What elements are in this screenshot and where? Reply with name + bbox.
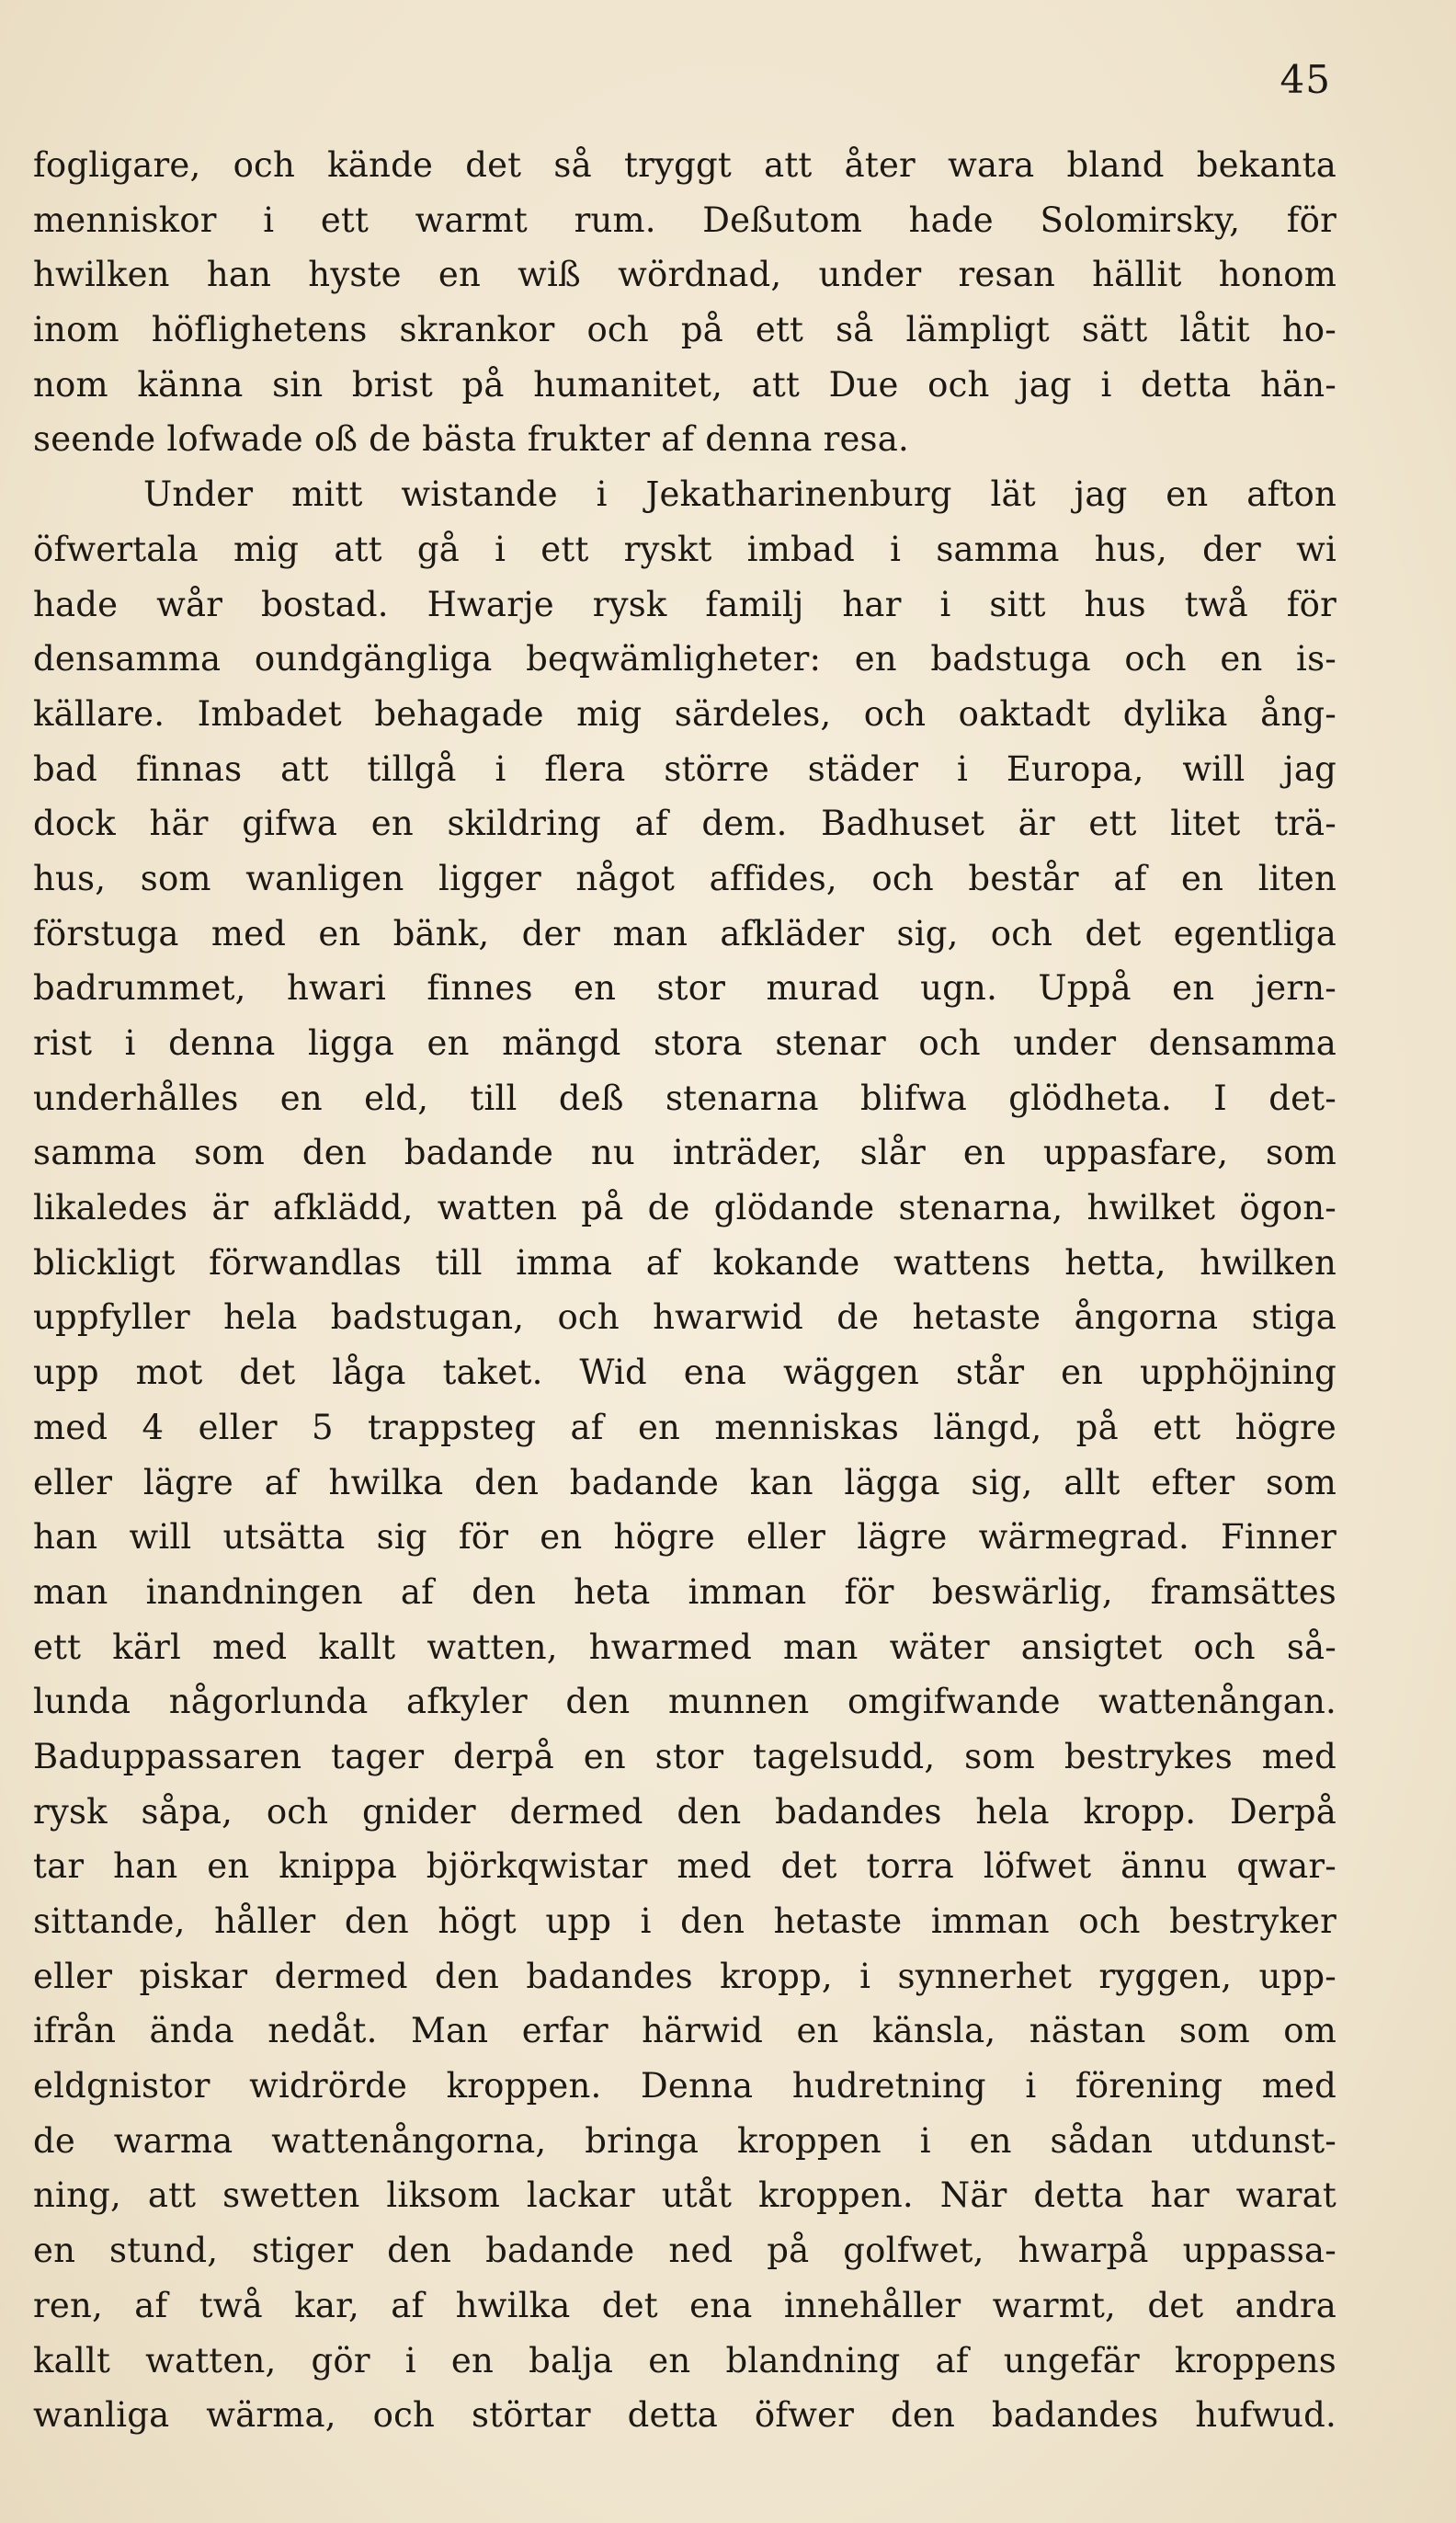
- text-line: blickligt förwandlas till imma af kokande wattens hetta, hwilken: [33, 1242, 1337, 1283]
- text-line: han will utsätta sig för en högre eller lägre wärmegrad. Finner: [33, 1517, 1337, 1558]
- text-line: lunda någorlunda afkyler den munnen omgifwande wattenångan.: [33, 1682, 1337, 1722]
- text-line: rist i denna ligga en mängd stora stenar och under densamma: [33, 1023, 1337, 1063]
- text-line: ning, att swetten liksom lackar utåt kroppen. När detta har warat: [33, 2175, 1337, 2216]
- text-line: källare. Imbadet behagade mig särdeles, och oaktadt dylika ång-: [33, 693, 1337, 734]
- text-line: wanliga wärma, och störtar detta öfwer den badandes hufwud.: [33, 2395, 1337, 2436]
- text-line: tar han en knippa björkqwistar med det torra löfwet ännu qwar-: [33, 1846, 1337, 1887]
- text-line: densamma oundgängliga beqwämligheter: en badstuga och en is-: [33, 639, 1337, 679]
- text-line: badrummet, hwari finnes en stor murad ugn. Uppå en jern-: [33, 968, 1337, 1009]
- text-line: dock här gifwa en skildring af dem. Badhuset är ett litet trä-: [33, 804, 1337, 844]
- text-line: hus, som wanligen ligger något affides, och består af en liten: [33, 858, 1337, 898]
- text-line: med 4 eller 5 trappsteg af en menniskas längd, på ett högre: [33, 1407, 1337, 1447]
- text-line: Under mitt wistande i Jekatharinenburg lät jag en afton: [143, 474, 1337, 515]
- text-line: uppfyller hela badstugan, och hwarwid de hetaste ångorna stiga: [33, 1297, 1337, 1338]
- text-line: upp mot det låga taket. Wid ena wäggen står en upphöjning: [33, 1353, 1337, 1393]
- text-line: eller lägre af hwilka den badande kan lägga sig, allt efter som: [33, 1462, 1337, 1502]
- text-line: likaledes är afklädd, watten på de glödande stenarna, hwilket ögon-: [33, 1188, 1337, 1228]
- text-line: Baduppassaren tager derpå en stor tagelsudd, som bestrykes med: [33, 1736, 1337, 1776]
- text-line: de warma wattenångorna, bringa kroppen i en sådan utdunst-: [33, 2120, 1337, 2161]
- text-line: underhålles en eld, till deß stenarna blifwa glödheta. I det-: [33, 1078, 1337, 1118]
- text-line: ren, af twå kar, af hwilka det ena innehåller warmt, det andra: [33, 2285, 1337, 2325]
- text-line: bad finnas att tillgå i flera större städer i Europa, will jag: [33, 748, 1337, 789]
- text-line: fogligare, och kände det så tryggt att åter wara bland bekanta: [33, 145, 1337, 185]
- text-line: förstuga med en bänk, der man afkläder sig, och det egentliga: [33, 913, 1337, 953]
- page-number: 45: [1280, 57, 1331, 102]
- text-line: sittande, håller den högt upp i den hetaste imman och bestryker: [33, 1901, 1337, 1941]
- text-line: samma som den badande nu inträder, slår en uppasfare, som: [33, 1133, 1337, 1173]
- text-line: ett kärl med kallt watten, hwarmed man wäter ansigtet och så-: [33, 1627, 1337, 1667]
- text-line: kallt watten, gör i en balja en blandning af ungefär kroppens: [33, 2340, 1337, 2380]
- text-line: hade wår bostad. Hwarje rysk familj har i sitt hus twå för: [33, 584, 1337, 624]
- text-line: rysk såpa, och gnider dermed den badandes hela kropp. Derpå: [33, 1791, 1337, 1832]
- text-line: öfwertala mig att gå i ett ryskt imbad i samma hus, der wi: [33, 529, 1337, 569]
- text-line: inom höflighetens skrankor och på ett så lämpligt sätt låtit ho-: [33, 310, 1337, 350]
- text-line: hwilken han hyste en wiß wördnad, under resan hällit honom: [33, 255, 1337, 295]
- text-line: nom känna sin brist på humanitet, att Due och jag i detta hän-: [33, 364, 1337, 405]
- text-line: man inandningen af den heta imman för beswärlig, framsättes: [33, 1571, 1337, 1612]
- text-line: ifrån ända nedåt. Man erfar härwid en känsla, nästan som om: [33, 2011, 1337, 2051]
- body-text: [33, 138, 1337, 2443]
- text-line: eldgnistor widrörde kroppen. Denna hudretning i förening med: [33, 2066, 1337, 2106]
- text-line: en stund, stiger den badande ned på golfwet, hwarpå uppassa-: [33, 2231, 1337, 2271]
- text-line: eller piskar dermed den badandes kropp, i synnerhet ryggen, upp-: [33, 1956, 1337, 1996]
- text-line: seende lofwade oß de bästa frukter af denna resa.: [33, 419, 909, 460]
- text-line: menniskor i ett warmt rum. Deßutom hade Solomirsky, för: [33, 200, 1337, 240]
